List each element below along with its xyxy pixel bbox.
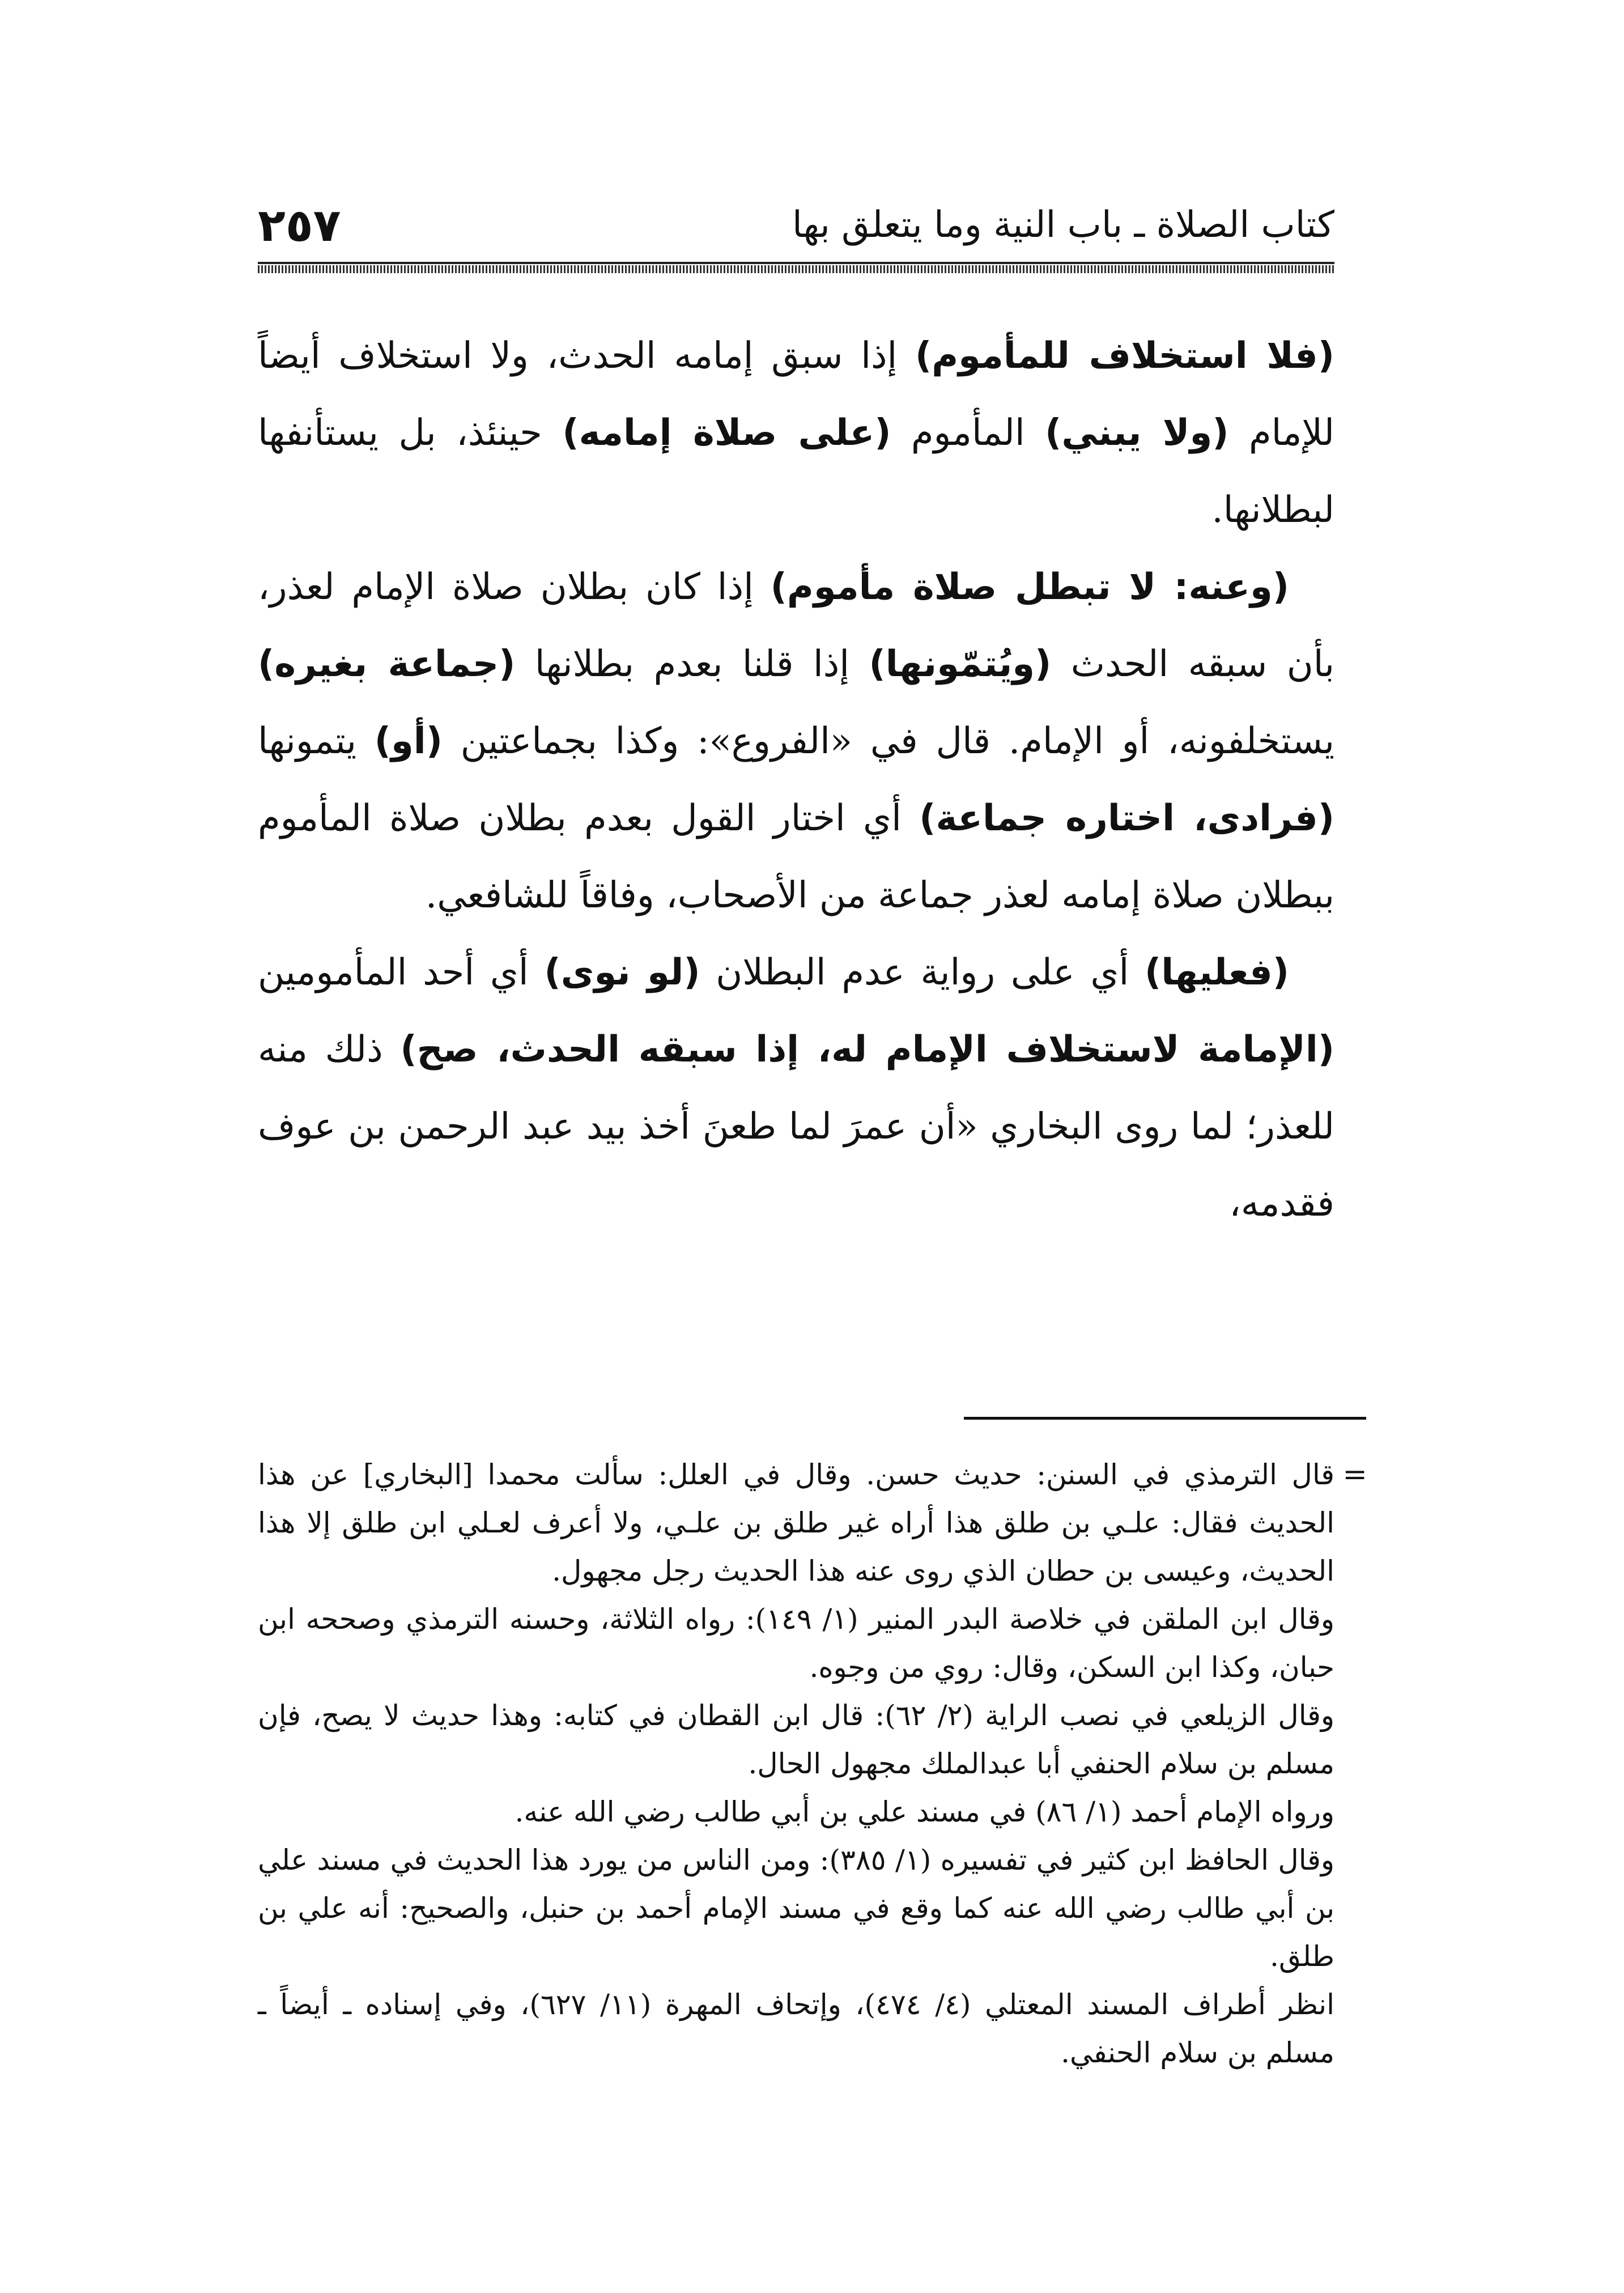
text-run: أي اختار القول بعدم بطلان صلاة المأموم ببطلان صلاة إمامه لعذر جماعة من الأصحاب، وفاقاً للشافعي. <box>258 797 1334 916</box>
main-paragraph-3 <box>258 934 1334 1242</box>
main-text <box>258 317 1334 1242</box>
bold-term: (الإمامة لاستخلاف الإمام له، إذا سبقه الحدث، صح) <box>400 1029 1335 1071</box>
running-header <box>258 193 1334 255</box>
footnote-paragraph: وقال الحافظ ابن كثير في تفسيره (١/ ٣٨٥): ومن الناس من يورد هذا الحديث في مسند علي بن أبي طالب رضي الله عنه كما وقع في مسند الإمام أحمد بن حنبل، والصحيح: أنه علي بن طلق. <box>258 1844 1334 1973</box>
header-rule <box>258 262 1334 264</box>
header-rule-pattern <box>258 265 1334 273</box>
text-run: إذا قلنا بعدم بطلانها <box>515 643 869 685</box>
text-run: حينئذ، بل يستأنفها لبطلانها. <box>258 412 1334 531</box>
text-run: ذلك منه للعذر؛ لما روى البخاري «أن عمرَ لما طعنَ أخذ بيد عبد الرحمن بن عوف فقدمه، <box>258 1029 1335 1225</box>
footnote-paragraph: وقال ابن الملقن في خلاصة البدر المنير (١/ ١٤٩): رواه الثلاثة، وحسنه الترمذي وصححه ابن حبان، وكذا ابن السكن، وقال: روي من وجوه. <box>258 1603 1334 1684</box>
page-number: ٢٥٧ <box>258 199 341 252</box>
footnote-paragraph: قال الترمذي في السنن: حديث حسن. وقال في العلل: سألت محمدا [البخاري] عن هذا الحديث فقال: علـي بن طلق هذا أراه غير طلق بن علـي، ولا أعرف لعـلي ابن طلق إلا هذا الحديث، وعيسى بن حطان الذي روى عنه هذا الحديث رجل مجهول. <box>258 1458 1335 1587</box>
continuation-mark: = <box>1342 1458 1367 1492</box>
bold-term: (ولا يبني) <box>1045 412 1229 454</box>
bold-term: (وعنه: لا تبطل صلاة مأموم) <box>770 566 1290 608</box>
bold-term: (لو نوى) <box>544 952 700 993</box>
bold-term: (جماعة بغيره) <box>258 643 516 685</box>
text-run: المأموم <box>891 412 1045 454</box>
bold-term: (على صلاة إمامه) <box>562 412 891 454</box>
footnote-separator <box>964 1417 1366 1420</box>
main-paragraph-1 <box>258 317 1334 549</box>
text-run: إذا سبق إمامه الحدث، ولا استخلاف أيضاً للإمام <box>258 335 1335 454</box>
footnote-paragraph: ورواه الإمام أحمد (١/ ٨٦) في مسند علي بن أبي طالب رضي الله عنه. <box>515 1795 1334 1828</box>
text-run: أي أحد المأمومين <box>258 952 545 993</box>
bold-term: (فرادى، اختاره جماعة) <box>919 797 1335 839</box>
footnote-paragraph: وقال الزيلعي في نصب الراية (٢/ ٦٢): قال ابن القطان في كتابه: وهذا حديث لا يصح، فإن مسلم بن سلام الحنفي أبا عبدالملك مجهول الحال. <box>258 1699 1334 1780</box>
text-run: يستخلفونه، أو الإمام. قال في «الفروع»: وكذا بجماعتين <box>442 720 1334 762</box>
bold-term: (أو) <box>374 720 443 762</box>
header-title: كتاب الصلاة ـ باب النية وما يتعلق بها <box>792 204 1334 246</box>
text-run: أي على رواية عدم البطلان <box>700 952 1145 993</box>
bold-term: (فلا استخلاف للمأموم) <box>915 335 1335 377</box>
bold-term: (ويُتمّونها) <box>869 643 1052 685</box>
bold-term: (فعليها) <box>1144 952 1290 993</box>
main-paragraph-2 <box>258 549 1334 934</box>
text-run: يتمونها <box>258 720 375 762</box>
footnote-paragraph: انظر أطراف المسند المعتلي (٤/ ٤٧٤)، وإتحاف المهرة (١١/ ٦٢٧)، وفي إسناده ـ أيضاً ـ مسلم بن سلام الحنفي. <box>258 1988 1334 2069</box>
text-run: إذا كان بطلان صلاة الإمام لعذر، بأن سبقه الحدث <box>258 566 1335 685</box>
footnotes <box>258 1451 1367 2077</box>
